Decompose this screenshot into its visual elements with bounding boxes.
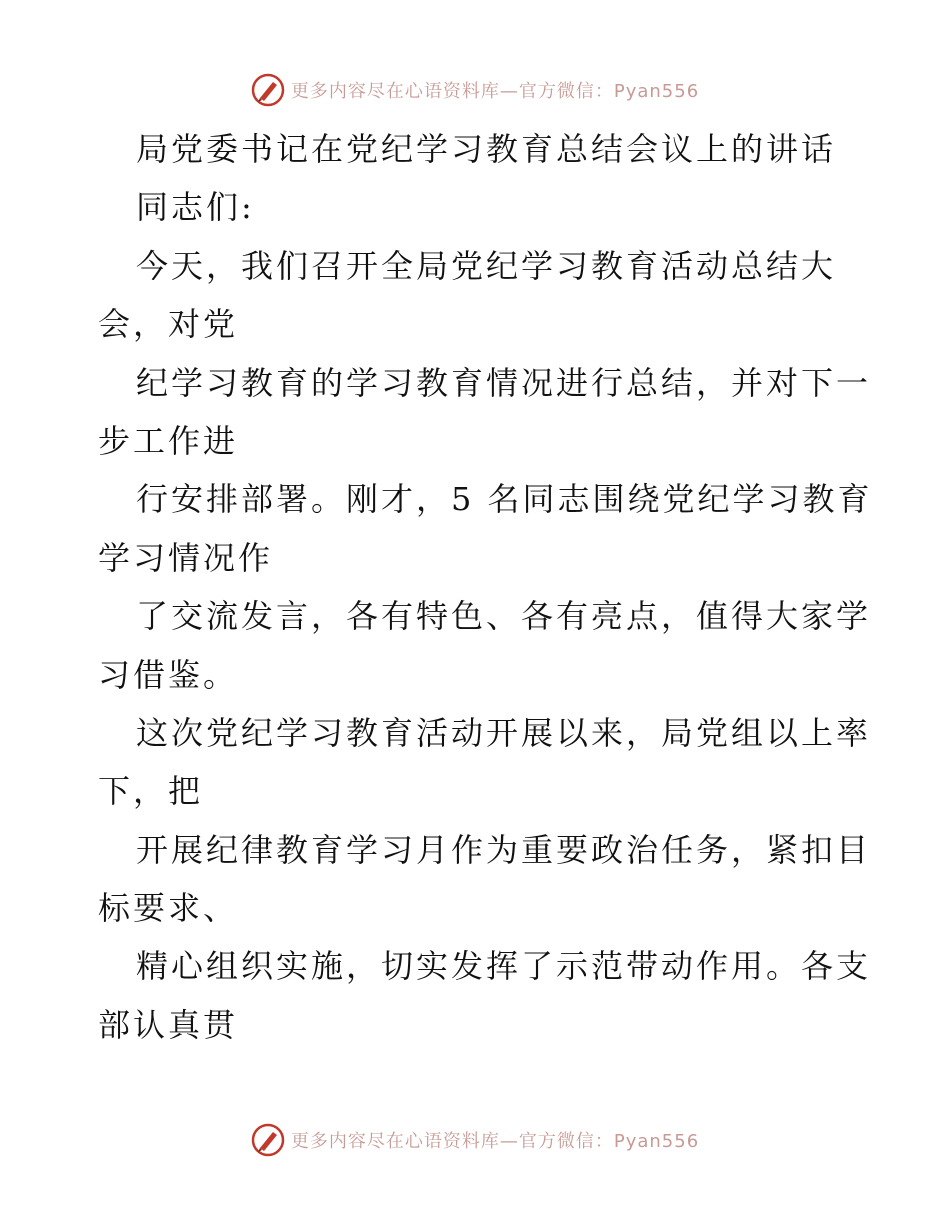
- footer-watermark: [0, 1120, 950, 1160]
- text-line: 会，对党: [98, 305, 239, 344]
- text-line: 这次党纪学习教育活动开展以来，局党组以上率: [136, 713, 872, 752]
- watermark-text: 更多内容尽在心语资料库—官方微信：Pyan556: [290, 81, 700, 102]
- text-line: 习借鉴。: [98, 655, 239, 694]
- pen-logo-icon: [251, 73, 285, 107]
- text-line: 今天，我们召开全局党纪学习教育活动总结大: [136, 246, 837, 285]
- text-line: 标要求、: [98, 889, 239, 928]
- document-body: [98, 120, 873, 1054]
- text-line: 步工作进: [98, 421, 239, 460]
- text-line: 了交流发言，各有特色、各有亮点，值得大家学: [136, 597, 872, 636]
- text-line: 同志们:: [136, 188, 255, 227]
- document-title: 局党委书记在党纪学习教育总结会议上的讲话: [136, 130, 837, 168]
- text-line: 精心组织实施，切实发挥了示范带动作用。各支: [136, 947, 872, 986]
- text-line: 下，把: [98, 772, 204, 811]
- header-watermark: [0, 70, 950, 110]
- text-line: 行安排部署。刚才，5 名同志围绕党纪学习教育: [136, 480, 873, 519]
- watermark-text: 更多内容尽在心语资料库—官方微信：Pyan556: [290, 1131, 700, 1152]
- pen-logo-icon: [251, 1123, 285, 1157]
- text-line: 学习情况作: [98, 538, 274, 577]
- text-line: 开展纪律教育学习月作为重要政治任务，紧扣目: [136, 830, 872, 869]
- text-line: 纪学习教育的学习教育情况进行总结，并对下一: [136, 363, 872, 402]
- text-line: 部认真贯: [98, 1005, 239, 1044]
